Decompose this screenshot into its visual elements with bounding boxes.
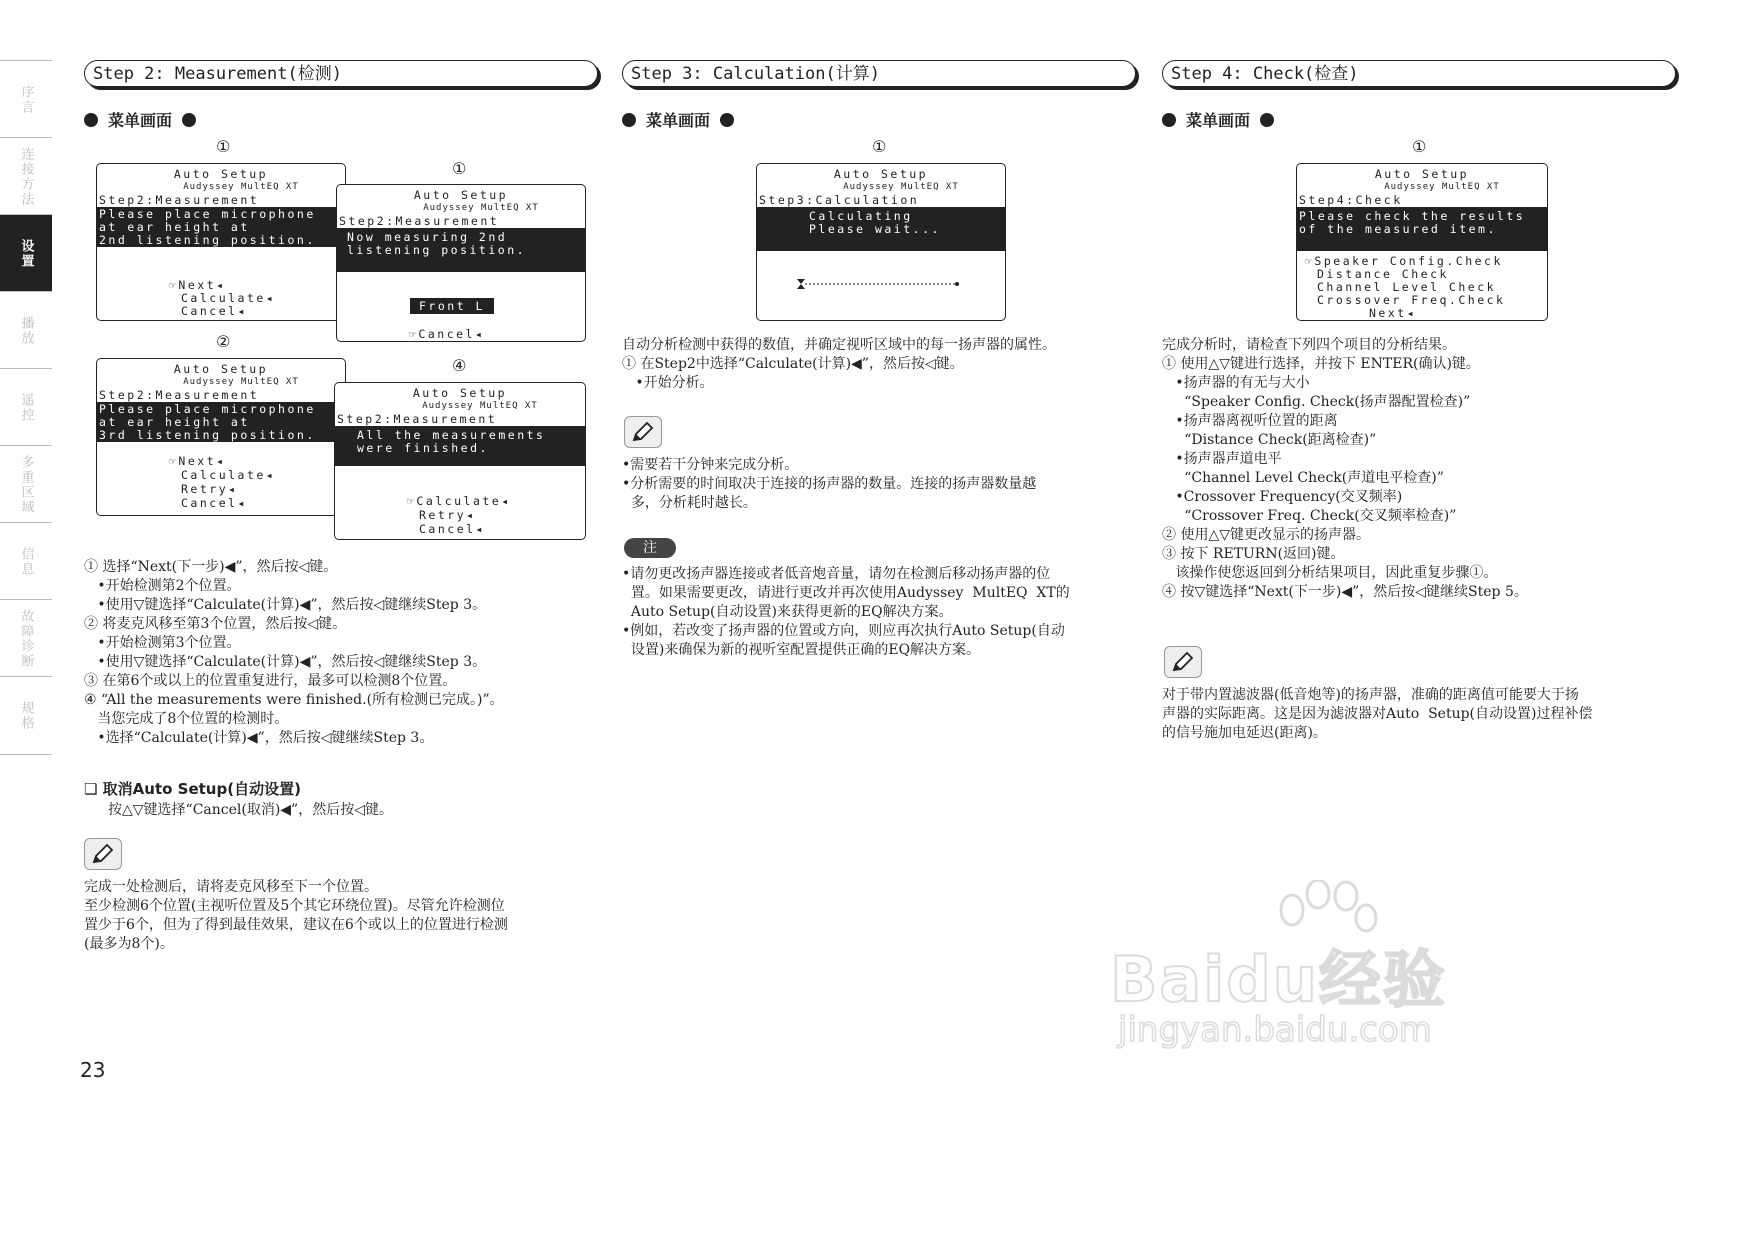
osd-screen-step2-d	[334, 382, 586, 540]
side-tab-playback[interactable]	[0, 291, 52, 369]
osd-title: Auto Setup	[173, 167, 269, 181]
osd-screen-step2-b	[336, 184, 586, 342]
note-line: 置少于6个，但为了得到最佳效果，建议在6个或以上的位置进行检测	[84, 917, 508, 933]
step3-menu-heading	[622, 108, 734, 131]
osd-menu-cancel[interactable]: ☞Cancel◂	[409, 327, 485, 341]
warning-line: 置。如果需要更改，请进行更改并再次使用Audyssey MultEQ XT的	[622, 585, 1070, 601]
pencil-icon	[91, 843, 115, 865]
instruction-line: ③ 在第6个或以上的位置重复进行，最多可以检测8个位置。	[84, 673, 457, 689]
step4-header: Step 4: Check(检查)	[1162, 60, 1676, 87]
osd-menu-speaker-config-check[interactable]: ☞Speaker Config.Check	[1305, 254, 1503, 268]
bullet-dot-icon	[84, 113, 98, 127]
osd-screen-step3	[756, 163, 1006, 321]
instruction-line: ④ 按▽键选择“Next(下一步)◀”，然后按◁键继续Step 5。	[1162, 584, 1528, 600]
instruction-line: •扬声器的有无与大小	[1162, 375, 1310, 391]
side-tab-label: 故障诊断	[18, 608, 34, 669]
osd-menu-calculate[interactable]: Calculate◂	[181, 468, 276, 482]
osd-menu-next[interactable]: ☞Next◂	[169, 454, 226, 468]
instruction-line: •开始检测第2个位置。	[84, 578, 241, 594]
osd-step: Step3:Calculation	[759, 193, 920, 207]
page-number: 23	[80, 1058, 106, 1082]
osd-screen-step4	[1296, 163, 1548, 321]
side-tab-multizone[interactable]	[0, 445, 52, 523]
step4-note	[1162, 686, 1593, 743]
step3-intro	[622, 336, 1056, 393]
side-tab-specifications[interactable]	[0, 676, 52, 755]
osd-message: 2nd listening position.	[99, 233, 316, 247]
screen-number: ④	[452, 356, 467, 375]
instruction-line: •开始检测第3个位置。	[84, 635, 241, 651]
cancel-auto-setup-text	[108, 801, 393, 820]
instruction-line: •扬声器离视听位置的距离	[1162, 413, 1338, 429]
screen-number: ①	[872, 137, 887, 156]
osd-menu-cancel[interactable]: Cancel◂	[181, 304, 247, 318]
step3-header: Step 3: Calculation(计算)	[622, 60, 1136, 87]
pencil-note-icon	[624, 416, 662, 448]
side-tab-setup[interactable]	[0, 214, 52, 292]
instruction-line: “Channel Level Check(声道电平检查)”	[1162, 470, 1444, 486]
osd-message: were finished.	[357, 441, 489, 455]
cancel-text-line: 按△▽键选择“Cancel(取消)◀”，然后按◁键。	[108, 802, 393, 818]
step4-menu-heading	[1162, 108, 1274, 131]
pencil-icon	[1171, 651, 1195, 673]
instruction-line: 当您完成了8个位置的检测时。	[84, 711, 289, 727]
osd-message-block	[97, 207, 345, 247]
osd-menu-retry[interactable]: Retry◂	[181, 482, 238, 496]
instruction-line: “Speaker Config. Check(扬声器配置检查)”	[1162, 394, 1471, 410]
osd-step: Step2:Measurement	[99, 388, 260, 402]
osd-title: Auto Setup	[412, 386, 508, 400]
instruction-line: •扬声器声道电平	[1162, 451, 1282, 467]
osd-message-block	[335, 426, 585, 466]
osd-brand: Audyssey MultEQ XT	[183, 377, 299, 387]
watermark-url: jingyan.baidu.com	[1118, 1010, 1432, 1050]
menu-heading-label: 菜单画面	[1186, 111, 1251, 130]
osd-message-block	[757, 207, 1005, 251]
osd-message: Calculating	[809, 209, 913, 223]
screen-number: ①	[1412, 137, 1427, 156]
note-line: 至少检测6个位置(主视听位置及5个其它环绕位置)。尽管允许检测位	[84, 898, 505, 914]
instruction-line: “Distance Check(距离检查)”	[1162, 432, 1377, 448]
step3-warning	[622, 565, 1070, 660]
step3-note	[622, 456, 1036, 513]
bullet-dot-icon	[720, 113, 734, 127]
intro-line: 自动分析检测中获得的数值，并确定视听区域中的每一扬声器的属性。	[622, 337, 1056, 353]
intro-line: •开始分析。	[622, 375, 714, 391]
bullet-dot-icon	[1260, 113, 1274, 127]
step2-menu-heading	[84, 108, 196, 131]
osd-brand: Audyssey MultEQ XT	[422, 401, 538, 411]
progress-indicator	[795, 277, 965, 291]
osd-menu-cancel[interactable]: Cancel◂	[181, 496, 247, 510]
side-tab-label: 设置	[18, 238, 34, 269]
step2-header: Step 2: Measurement(检测)	[84, 60, 598, 87]
instruction-line: ① 使用△▽键进行选择，并按下 ENTER(确认)键。	[1162, 356, 1480, 372]
osd-message: Please place microphone	[99, 207, 316, 221]
instruction-line: ② 使用△▽键更改显示的扬声器。	[1162, 527, 1370, 543]
osd-title: Auto Setup	[173, 362, 269, 376]
osd-menu-channel-level-check[interactable]: Channel Level Check	[1317, 280, 1497, 294]
step2-instructions	[84, 558, 504, 748]
note-line: 对于带内置滤波器(低音炮等)的扬声器，准确的距离值可能要大于扬	[1162, 687, 1579, 703]
side-tab-label: 多重区域	[18, 454, 34, 515]
side-tab-label: 序言	[18, 84, 34, 115]
osd-message: Please check the results	[1299, 209, 1526, 223]
note-line: 的信号施加电延迟(距离)。	[1162, 725, 1327, 741]
osd-brand: Audyssey MultEQ XT	[183, 182, 299, 192]
pencil-note-icon	[1164, 646, 1202, 678]
osd-brand: Audyssey MultEQ XT	[423, 203, 539, 213]
osd-message-block	[1297, 207, 1547, 251]
side-tab-label: 遥控	[18, 392, 34, 423]
side-tab-intro[interactable]	[0, 60, 52, 138]
osd-message: Please place microphone	[99, 402, 316, 416]
watermark-text: Baidu经验	[1110, 943, 1447, 1016]
instruction-line: •选择“Calculate(计算)◀”，然后按◁键继续Step 3。	[84, 730, 434, 746]
osd-menu-cancel[interactable]: Cancel◂	[419, 522, 485, 536]
menu-heading-label: 菜单画面	[646, 111, 711, 130]
osd-message: at ear height at	[99, 415, 250, 429]
osd-menu-next[interactable]: ☞Next◂	[169, 278, 226, 292]
osd-brand: Audyssey MultEQ XT	[843, 182, 959, 192]
instruction-line: •使用▽键选择“Calculate(计算)◀”，然后按◁键继续Step 3。	[84, 654, 487, 670]
baidu-watermark	[1110, 880, 1490, 1050]
osd-message: at ear height at	[99, 220, 250, 234]
osd-message: Please wait...	[809, 222, 941, 236]
osd-message: All the measurements	[357, 428, 546, 442]
note-line: •需要若干分钟来完成分析。	[622, 457, 799, 473]
menu-heading-label: 菜单画面	[108, 111, 173, 130]
side-tab-info[interactable]	[0, 522, 52, 600]
osd-menu-next[interactable]: Next◂	[1369, 306, 1417, 320]
warning-line: •例如，若改变了扬声器的位置或方向，则应再次执行Auto Setup(自动	[622, 623, 1065, 639]
side-tab-label: 播放	[18, 315, 34, 346]
warning-line: •请勿更改扬声器连接或者低音炮音量，请勿在检测后移动扬声器的位	[622, 566, 1051, 582]
instruction-line: •使用▽键选择“Calculate(计算)◀”，然后按◁键继续Step 3。	[84, 597, 487, 613]
side-tab-connections[interactable]	[0, 137, 52, 215]
instruction-line: •Crossover Frequency(交叉频率)	[1162, 489, 1403, 505]
osd-menu-calculate[interactable]: Calculate◂	[181, 291, 276, 305]
side-tab-label: 信息	[18, 546, 34, 577]
screen-number: ②	[216, 332, 231, 351]
warning-badge: 注	[624, 538, 676, 558]
osd-step: Step4:Check	[1299, 193, 1403, 207]
osd-message-block	[337, 228, 585, 272]
instruction-line: 完成分析时，请检查下列四个项目的分析结果。	[1162, 337, 1456, 353]
warning-line: 设置)来确保为新的视听室配置提供正确的EQ解决方案。	[622, 642, 981, 658]
osd-step: Step2:Measurement	[339, 214, 500, 228]
osd-title: Auto Setup	[413, 188, 509, 202]
osd-step: Step2:Measurement	[99, 193, 260, 207]
instruction-line: “Crossover Freq. Check(交叉频率检查)”	[1162, 508, 1457, 524]
instruction-line: ③ 按下 RETURN(返回)键。	[1162, 546, 1345, 562]
instruction-line: ① 选择“Next(下一步)◀”，然后按◁键。	[84, 559, 338, 575]
instruction-line: ④ “All the measurements were finished.(所有检测已完成。)”。	[84, 692, 504, 708]
osd-title: Auto Setup	[833, 167, 929, 181]
pencil-note-icon	[84, 838, 122, 870]
osd-channel-indicator: Front L	[410, 298, 494, 314]
osd-menu-retry[interactable]: Retry◂	[419, 508, 476, 522]
osd-message: Now measuring 2nd	[347, 230, 508, 244]
osd-screen-step2-a	[96, 163, 346, 321]
osd-menu-crossover-freq-check[interactable]: Crossover Freq.Check	[1317, 293, 1506, 307]
screen-number: ①	[216, 137, 231, 156]
note-line: 声器的实际距离。这是因为滤波器对Auto Setup(自动设置)过程补偿	[1162, 706, 1593, 722]
screen-number: ①	[452, 159, 467, 178]
osd-screen-step2-c	[96, 358, 346, 516]
pencil-icon	[631, 421, 655, 443]
osd-step: Step2:Measurement	[337, 412, 498, 426]
osd-title: Auto Setup	[1374, 167, 1470, 181]
side-tab-remote[interactable]	[0, 368, 52, 446]
bullet-dot-icon	[1162, 113, 1176, 127]
note-line: 多，分析耗时越长。	[622, 495, 757, 511]
intro-line: ① 在Step2中选择“Calculate(计算)◀”，然后按◁键。	[622, 356, 964, 372]
osd-message: 3rd listening position.	[99, 428, 316, 442]
osd-menu-distance-check[interactable]: Distance Check	[1317, 267, 1449, 281]
step4-instructions	[1162, 336, 1528, 602]
osd-menu-calculate[interactable]: ☞Calculate◂	[407, 494, 511, 508]
bullet-dot-icon	[622, 113, 636, 127]
cancel-auto-setup-title: ❏ 取消Auto Setup(自动设置)	[84, 780, 301, 798]
osd-message-block	[97, 402, 345, 442]
note-line: (最多为8个)。	[84, 936, 174, 952]
note-line: 完成一处检测后，请将麦克风移至下一个位置。	[84, 879, 378, 895]
bullet-dot-icon	[182, 113, 196, 127]
osd-message: listening position.	[347, 243, 527, 257]
side-tab-label: 规格	[18, 700, 34, 731]
side-tab-troubleshooting[interactable]	[0, 599, 52, 677]
instruction-line: 该操作使您返回到分析结果项目，因此重复步骤①。	[1162, 565, 1498, 581]
warning-line: Auto Setup(自动设置)来获得更新的EQ解决方案。	[622, 604, 953, 620]
step2-note	[84, 878, 508, 954]
osd-message: of the measured item.	[1299, 222, 1497, 236]
side-tab-label: 连接方法	[18, 146, 34, 207]
osd-brand: Audyssey MultEQ XT	[1384, 182, 1500, 192]
instruction-line: ② 将麦克风移至第3个位置，然后按◁键。	[84, 616, 347, 632]
note-line: •分析需要的时间取决于连接的扬声器的数量。连接的扬声器数量越	[622, 476, 1037, 492]
